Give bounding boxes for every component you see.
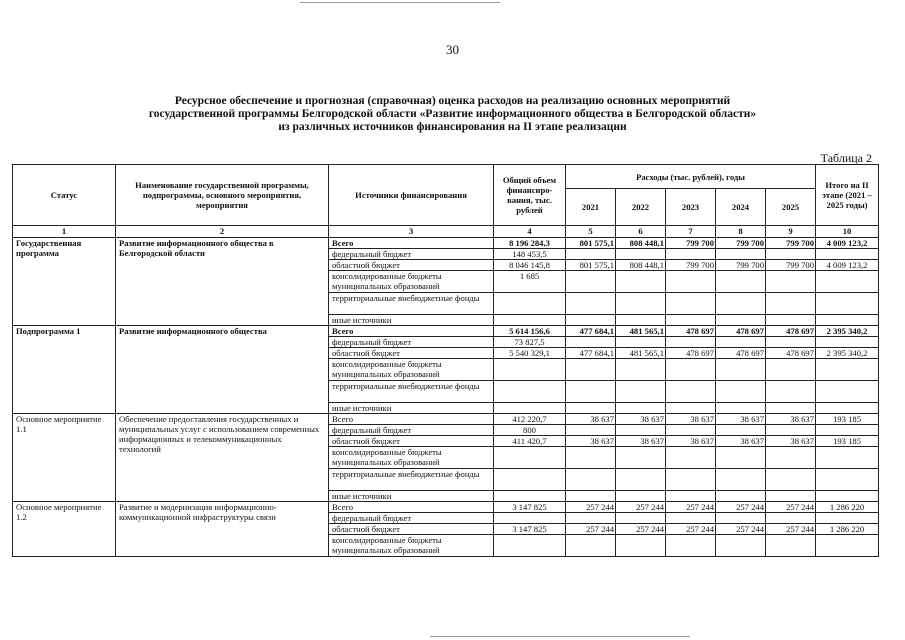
year-value-cell: [566, 381, 616, 403]
stage-total-cell: 193 185: [816, 436, 879, 447]
year-value-cell: [716, 513, 766, 524]
year-value-cell: 38 637: [616, 414, 666, 425]
status-cell: Государственная программа: [13, 238, 116, 326]
year-value-cell: 257 244: [766, 502, 816, 513]
total-cell: [494, 359, 566, 381]
year-value-cell: [716, 381, 766, 403]
header-status: Статус: [13, 165, 116, 226]
year-value-cell: [716, 359, 766, 381]
source-cell: Всего: [329, 414, 494, 425]
year-value-cell: [716, 535, 766, 557]
year-value-cell: [766, 403, 816, 414]
year-value-cell: [766, 469, 816, 491]
stage-total-cell: [816, 271, 879, 293]
total-cell: 411 420,7: [494, 436, 566, 447]
year-value-cell: [666, 513, 716, 524]
year-value-cell: 799 700: [766, 238, 816, 249]
source-cell: территориальные внебюджетные фонды: [329, 381, 494, 403]
year-value-cell: [566, 447, 616, 469]
year-value-cell: 799 700: [666, 260, 716, 271]
year-value-cell: [716, 271, 766, 293]
header-year: 2022: [616, 189, 666, 226]
source-cell: федеральный бюджет: [329, 249, 494, 260]
stage-total-cell: [816, 359, 879, 381]
bottom-scan-line: [430, 636, 690, 637]
source-cell: федеральный бюджет: [329, 513, 494, 524]
program-name-cell: Развитие и модернизация информационно-коммуникационной инфраструктуры связи: [116, 502, 329, 557]
year-value-cell: [666, 491, 716, 502]
source-cell: областной бюджет: [329, 436, 494, 447]
budget-table: [12, 164, 879, 557]
year-value-cell: 481 565,1: [616, 348, 666, 359]
year-value-cell: [566, 271, 616, 293]
source-cell: консолидированные бюджеты муниципальных образований: [329, 447, 494, 469]
total-cell: 1 685: [494, 271, 566, 293]
year-value-cell: [766, 293, 816, 315]
stage-total-cell: [816, 315, 879, 326]
year-value-cell: [566, 469, 616, 491]
source-cell: Всего: [329, 238, 494, 249]
year-value-cell: 478 697: [666, 326, 716, 337]
year-value-cell: [566, 293, 616, 315]
col-number: 1: [13, 226, 116, 238]
table-row: [13, 414, 879, 425]
year-value-cell: [616, 249, 666, 260]
year-value-cell: [766, 447, 816, 469]
title-line-1: Ресурсное обеспечение и прогнозная (справочная) оценка расходов на реализацию основных мероприятий: [174, 95, 731, 107]
year-value-cell: [766, 425, 816, 436]
col-number: 7: [666, 226, 716, 238]
year-value-cell: [616, 337, 666, 348]
source-cell: консолидированные бюджеты муниципальных образований: [329, 271, 494, 293]
year-value-cell: [566, 513, 616, 524]
source-cell: консолидированные бюджеты муниципальных образований: [329, 535, 494, 557]
year-value-cell: [666, 337, 716, 348]
stage-total-cell: [816, 293, 879, 315]
source-cell: федеральный бюджет: [329, 425, 494, 436]
stage-total-cell: [816, 469, 879, 491]
year-value-cell: 799 700: [766, 260, 816, 271]
year-value-cell: 481 565,1: [616, 326, 666, 337]
year-value-cell: 38 637: [616, 436, 666, 447]
year-value-cell: 257 244: [766, 524, 816, 535]
total-cell: [494, 403, 566, 414]
year-value-cell: 257 244: [616, 502, 666, 513]
year-value-cell: [616, 381, 666, 403]
year-value-cell: 38 637: [666, 436, 716, 447]
stage-total-cell: 2 395 340,2: [816, 348, 879, 359]
stage-total-cell: 4 009 123,2: [816, 238, 879, 249]
year-value-cell: [566, 249, 616, 260]
source-cell: территориальные внебюджетные фонды: [329, 469, 494, 491]
title-line-2: государственной программы Белгородской области «Развитие информационного общества в Белгородской области»: [148, 108, 757, 120]
col-number: 10: [816, 226, 879, 238]
year-value-cell: 478 697: [666, 348, 716, 359]
year-value-cell: [566, 535, 616, 557]
year-value-cell: [666, 271, 716, 293]
total-cell: [494, 315, 566, 326]
year-value-cell: [666, 469, 716, 491]
year-value-cell: 257 244: [566, 502, 616, 513]
year-value-cell: 478 697: [766, 326, 816, 337]
col-number: 6: [616, 226, 666, 238]
year-value-cell: 38 637: [716, 414, 766, 425]
status-cell: Подпрограмма 1: [13, 326, 116, 414]
year-value-cell: 478 697: [716, 348, 766, 359]
year-value-cell: [766, 315, 816, 326]
year-value-cell: [566, 315, 616, 326]
total-cell: [494, 491, 566, 502]
source-cell: областной бюджет: [329, 348, 494, 359]
year-value-cell: 799 700: [716, 260, 766, 271]
year-value-cell: [666, 447, 716, 469]
stage-total-cell: [816, 447, 879, 469]
total-cell: 5 614 156,6: [494, 326, 566, 337]
year-value-cell: [566, 403, 616, 414]
year-value-cell: [716, 491, 766, 502]
year-value-cell: 808 448,1: [616, 238, 666, 249]
year-value-cell: [666, 315, 716, 326]
col-number: 2: [116, 226, 329, 238]
year-value-cell: [666, 249, 716, 260]
year-value-cell: [766, 249, 816, 260]
col-number: 3: [329, 226, 494, 238]
source-cell: Всего: [329, 326, 494, 337]
header-expenses: Расходы (тыс. рублей), годы: [566, 165, 816, 189]
source-cell: консолидированные бюджеты муниципальных образований: [329, 359, 494, 381]
total-cell: [494, 535, 566, 557]
stage-total-cell: 1 286 220: [816, 524, 879, 535]
table-header: [13, 165, 879, 238]
header-sources: Источники финансирования: [329, 165, 494, 226]
header-stage-total: Итого на II этапе (2021 – 2025 годы): [816, 165, 879, 226]
year-value-cell: [616, 447, 666, 469]
year-value-cell: 257 244: [616, 524, 666, 535]
header-year: 2021: [566, 189, 616, 226]
table-row: [13, 238, 879, 249]
year-value-cell: [616, 513, 666, 524]
page-title: [60, 95, 845, 134]
year-value-cell: [666, 381, 716, 403]
stage-total-cell: 193 185: [816, 414, 879, 425]
year-value-cell: [766, 359, 816, 381]
year-value-cell: [616, 293, 666, 315]
title-line-3: из различных источников финансирования на II этапе реализации: [278, 121, 627, 133]
total-cell: [494, 381, 566, 403]
year-value-cell: 257 244: [716, 502, 766, 513]
year-value-cell: [766, 271, 816, 293]
stage-total-cell: [816, 381, 879, 403]
table-row: [13, 326, 879, 337]
stage-total-cell: [816, 337, 879, 348]
stage-total-cell: [816, 513, 879, 524]
total-cell: [494, 469, 566, 491]
year-value-cell: 38 637: [566, 414, 616, 425]
total-cell: 412 220,7: [494, 414, 566, 425]
total-cell: [494, 513, 566, 524]
year-value-cell: [566, 359, 616, 381]
year-value-cell: [616, 535, 666, 557]
program-name-cell: Развитие информационного общества в Белгородской области: [116, 238, 329, 326]
year-value-cell: [716, 249, 766, 260]
source-cell: территориальные внебюджетные фонды: [329, 293, 494, 315]
total-cell: [494, 293, 566, 315]
total-cell: 3 147 825: [494, 502, 566, 513]
year-value-cell: [716, 293, 766, 315]
header-year: 2023: [666, 189, 716, 226]
total-cell: 148 453,5: [494, 249, 566, 260]
year-value-cell: [666, 403, 716, 414]
year-value-cell: [616, 403, 666, 414]
year-value-cell: 38 637: [566, 436, 616, 447]
year-value-cell: [616, 469, 666, 491]
year-value-cell: [716, 337, 766, 348]
year-value-cell: [666, 535, 716, 557]
year-value-cell: 257 244: [666, 524, 716, 535]
year-value-cell: [716, 315, 766, 326]
stage-total-cell: 1 286 220: [816, 502, 879, 513]
year-value-cell: 478 697: [716, 326, 766, 337]
stage-total-cell: [816, 249, 879, 260]
year-value-cell: [716, 425, 766, 436]
source-cell: федеральный бюджет: [329, 337, 494, 348]
year-value-cell: 799 700: [716, 238, 766, 249]
total-cell: 3 147 825: [494, 524, 566, 535]
year-value-cell: 477 684,1: [566, 348, 616, 359]
year-value-cell: [616, 315, 666, 326]
year-value-cell: 257 244: [666, 502, 716, 513]
year-value-cell: 808 448,1: [616, 260, 666, 271]
status-cell: Основное мероприятие 1.1: [13, 414, 116, 502]
page-number: 30: [446, 42, 459, 57]
stage-total-cell: [816, 403, 879, 414]
year-value-cell: [666, 359, 716, 381]
source-cell: иные источники: [329, 315, 494, 326]
year-value-cell: [616, 491, 666, 502]
total-cell: 8 196 284,3: [494, 238, 566, 249]
stage-total-cell: [816, 535, 879, 557]
year-value-cell: 799 700: [666, 238, 716, 249]
header-name: Наименование государственной программы, подпрограммы, основного мероприятия, мероприятия: [116, 165, 329, 226]
stage-total-cell: [816, 491, 879, 502]
source-cell: областной бюджет: [329, 260, 494, 271]
year-value-cell: 38 637: [766, 414, 816, 425]
year-value-cell: [716, 447, 766, 469]
source-cell: иные источники: [329, 403, 494, 414]
table-label: Таблица 2: [820, 151, 872, 165]
total-cell: 5 540 329,1: [494, 348, 566, 359]
year-value-cell: 38 637: [766, 436, 816, 447]
header-year: 2025: [766, 189, 816, 226]
year-value-cell: [616, 271, 666, 293]
stage-total-cell: 4 009 123,2: [816, 260, 879, 271]
program-name-cell: Развитие информационного общества: [116, 326, 329, 414]
col-number: 4: [494, 226, 566, 238]
table-body: [13, 238, 879, 557]
year-value-cell: 478 697: [766, 348, 816, 359]
column-number-row: [13, 226, 879, 238]
source-cell: Всего: [329, 502, 494, 513]
year-value-cell: 38 637: [716, 436, 766, 447]
stage-total-cell: 2 395 340,2: [816, 326, 879, 337]
year-value-cell: 801 575,1: [566, 238, 616, 249]
total-cell: 8 046 145,8: [494, 260, 566, 271]
year-value-cell: 257 244: [566, 524, 616, 535]
year-value-cell: [766, 513, 816, 524]
header-total: Общий объем финансиро-вания, тыс. рублей: [494, 165, 566, 226]
year-value-cell: [616, 425, 666, 436]
year-value-cell: [566, 337, 616, 348]
top-scan-line: [300, 2, 500, 3]
total-cell: [494, 447, 566, 469]
status-cell: Основное мероприятие 1.2: [13, 502, 116, 557]
year-value-cell: 257 244: [716, 524, 766, 535]
col-number: 9: [766, 226, 816, 238]
col-number: 5: [566, 226, 616, 238]
source-cell: иные источники: [329, 491, 494, 502]
year-value-cell: 38 637: [666, 414, 716, 425]
col-number: 8: [716, 226, 766, 238]
program-name-cell: Обеспечение предоставления государственных и муниципальных услуг с использованием современных информационных и телекоммуникационных технологий: [116, 414, 329, 502]
total-cell: 800: [494, 425, 566, 436]
year-value-cell: 477 684,1: [566, 326, 616, 337]
year-value-cell: [616, 359, 666, 381]
table-row: [13, 502, 879, 513]
source-cell: областной бюджет: [329, 524, 494, 535]
year-value-cell: 801 575,1: [566, 260, 616, 271]
total-cell: 73 827,5: [494, 337, 566, 348]
year-value-cell: [566, 491, 616, 502]
year-value-cell: [566, 425, 616, 436]
year-value-cell: [666, 293, 716, 315]
year-value-cell: [716, 403, 766, 414]
year-value-cell: [666, 425, 716, 436]
year-value-cell: [766, 535, 816, 557]
year-value-cell: [716, 469, 766, 491]
year-value-cell: [766, 491, 816, 502]
header-year: 2024: [716, 189, 766, 226]
stage-total-cell: [816, 425, 879, 436]
year-value-cell: [766, 337, 816, 348]
year-value-cell: [766, 381, 816, 403]
